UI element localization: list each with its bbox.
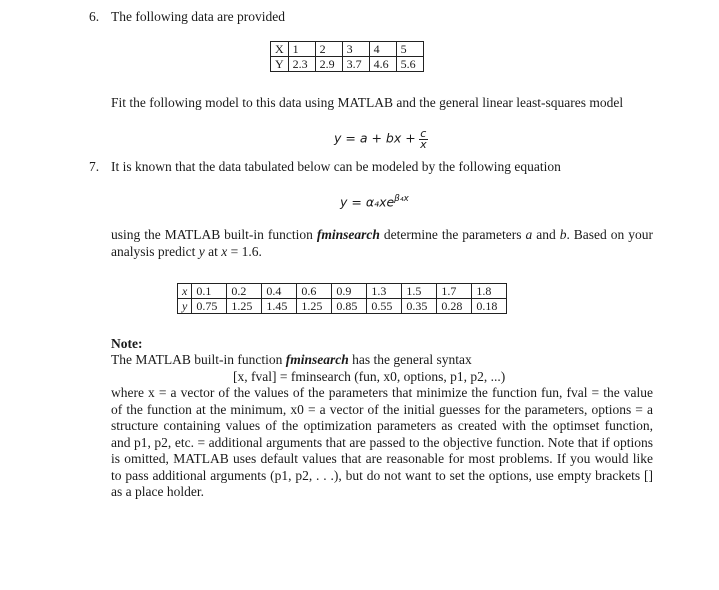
table-cell: y xyxy=(178,299,192,314)
table-cell: 0.1 xyxy=(192,284,227,299)
table-cell: 0.4 xyxy=(262,284,297,299)
q7-intro-function: fminsearch xyxy=(316,227,380,242)
note-line1-function: fminsearch xyxy=(285,352,349,367)
table-cell: 5.6 xyxy=(396,57,423,72)
q7-intro-text: determine the parameters xyxy=(379,227,526,242)
table-cell: 0.55 xyxy=(367,299,402,314)
table-cell: 1.25 xyxy=(227,299,262,314)
q7-equation xyxy=(340,194,409,211)
q7-number: 7. xyxy=(89,159,100,174)
q7-intro-text: . Based on your analysis predict xyxy=(111,227,653,259)
q7-intro-y: y xyxy=(198,243,205,259)
table-cell: x xyxy=(178,284,192,299)
table-cell: 2.3 xyxy=(288,57,315,72)
q7-intro-text: at xyxy=(204,243,222,259)
table-cell: Y xyxy=(271,57,289,72)
q6-equation-fraction xyxy=(419,129,428,150)
table-cell: 1.7 xyxy=(437,284,472,299)
q7-data-table xyxy=(177,283,507,314)
table-cell: 4 xyxy=(369,42,396,57)
table-cell: 3 xyxy=(342,42,369,57)
q7-intro-text: using the MATLAB built-in function xyxy=(111,227,317,242)
table-cell: 0.18 xyxy=(472,299,507,314)
table-cell: 4.6 xyxy=(369,57,396,72)
q6-heading: The following data are provided xyxy=(111,9,285,24)
table-cell: 1.8 xyxy=(472,284,507,299)
table-cell: 2.9 xyxy=(315,57,342,72)
q7-equation-main: y = α₄xe xyxy=(340,194,395,210)
q6-fit-text: Fit the following model to this data using MATLAB and the general linear least-squares model xyxy=(111,95,624,110)
q6-equation-denominator: x xyxy=(420,138,427,151)
q7-intro xyxy=(111,227,653,260)
note-line1 xyxy=(111,352,472,368)
table-cell: 1.45 xyxy=(262,299,297,314)
table-cell: 0.2 xyxy=(227,284,262,299)
q6-number: 6. xyxy=(89,9,100,24)
note-syntax: [x, fval] = fminsearch (fun, x0, options, p1, p2, ...) xyxy=(233,369,506,384)
table-cell: 3.7 xyxy=(342,57,369,72)
table-cell: 1.3 xyxy=(367,284,402,299)
table-cell: X xyxy=(271,42,289,57)
note-line1-text: The MATLAB built-in function xyxy=(111,352,286,367)
table-cell: 5 xyxy=(396,42,423,57)
table-row xyxy=(271,57,424,72)
table-row xyxy=(178,299,507,314)
q7-equation-exponent: β₄x xyxy=(394,194,409,204)
table-cell: 0.6 xyxy=(297,284,332,299)
table-cell: 1.5 xyxy=(402,284,437,299)
note-body: where x = a vector of the values of the parameters that minimize the function fun, fval = the value of the function at the minimum, x0 = a vector of the initial guesses for the parameters, options = a structure containing values of the optimization parameters as created with the optimset function, and p1, p2, etc. = additional arguments that are passed to the objective function. Note that if options is omitted, MATLAB uses default values that are reasonable for most problems. If you would like to pass additional arguments (p1, p2, . . .), but do not want to set the options, use empty brackets [] as a place holder. xyxy=(111,385,653,499)
q7-param-b: b xyxy=(559,227,567,242)
table-row xyxy=(271,42,424,57)
q6-equation-lhs: y = a + bx + xyxy=(334,130,416,146)
q6-equation xyxy=(334,129,428,150)
q7-param-a: a xyxy=(525,227,533,242)
table-cell: 0.75 xyxy=(192,299,227,314)
note-title: Note: xyxy=(111,336,143,351)
table-cell: 0.35 xyxy=(402,299,437,314)
table-cell: 2 xyxy=(315,42,342,57)
table-cell: 0.85 xyxy=(332,299,367,314)
table-cell: 1.25 xyxy=(297,299,332,314)
q7-intro-text: and xyxy=(532,227,560,242)
table-cell: 0.9 xyxy=(332,284,367,299)
q6-equation-numerator: c xyxy=(420,127,427,140)
table-cell: 1 xyxy=(288,42,315,57)
q6-data-table xyxy=(270,41,424,72)
q7-heading: It is known that the data tabulated below can be modeled by the following equation xyxy=(111,159,561,174)
table-row xyxy=(178,284,507,299)
q7-intro-x: x xyxy=(221,243,228,259)
table-cell: 0.28 xyxy=(437,299,472,314)
note-line1-text: has the general syntax xyxy=(348,352,472,367)
q7-intro-text: = 1.6. xyxy=(227,243,262,259)
